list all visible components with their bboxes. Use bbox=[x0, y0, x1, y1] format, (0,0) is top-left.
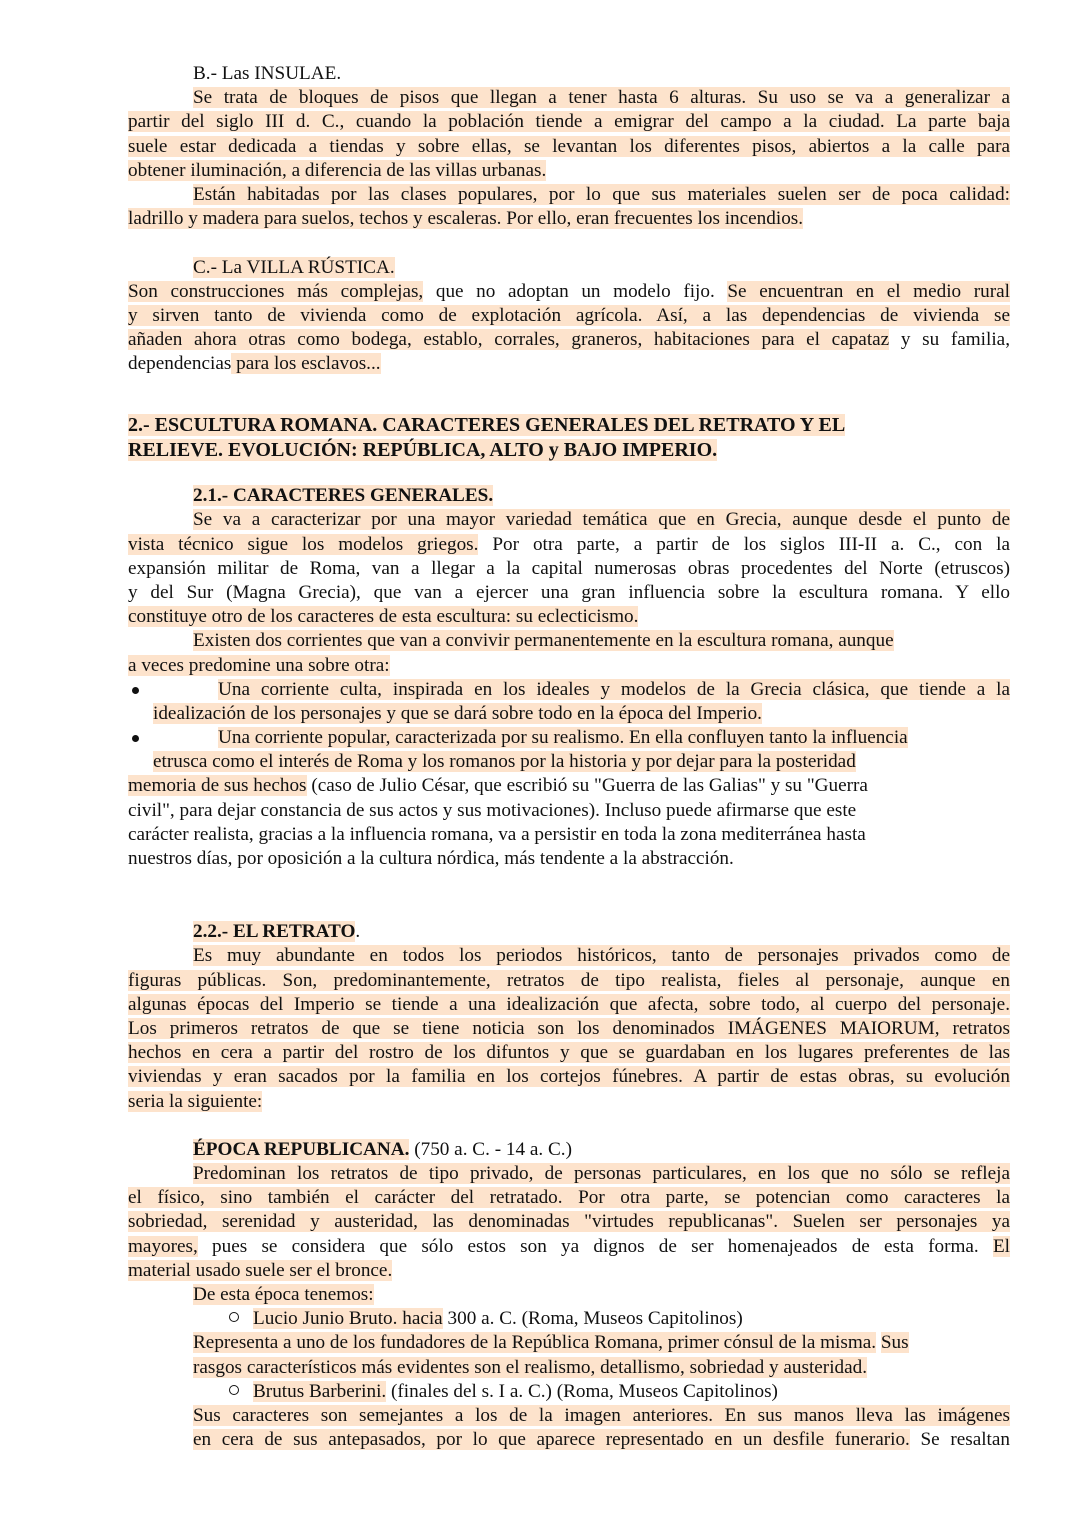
work-description-line: Sus caracteres son semejantes a los de la imagen anteriores. En sus manos lleva las imágenes bbox=[193, 1404, 1010, 1426]
bullet-item: Una corriente culta, inspirada en los ideales y modelos de la Grecia clásica, que tiende a la bbox=[128, 678, 1010, 702]
circle-bullet-icon bbox=[229, 1385, 239, 1395]
villa-paragraph-line: y sirven tanto de vivienda como de explotación agrícola. Así, a las dependencias de vivienda se bbox=[128, 304, 1010, 326]
insulae-paragraph-line: suele estar dedicada a tiendas y sobre ellas, se levantan los diferentes pisos, abiertos a la calle para bbox=[128, 135, 1010, 157]
caracteres-paragraph-line: Se va a caracterizar por una mayor variedad temática que en Grecia, aunque desde el punto de bbox=[193, 509, 1010, 531]
republicana-paragraph-line: el físico, sino también el carácter del retratado. Por otra parte, se potencian como caracteres la bbox=[128, 1187, 1010, 1209]
caracteres-paragraph-line: expansión militar de Roma, van a llegar a la capital numerosas obras procedentes del Norte (etruscos) bbox=[128, 557, 1010, 579]
work-item: Brutus Barberini. (finales del s. I a. C.) (Roma, Museos Capitolinos) bbox=[128, 1380, 1010, 1404]
circle-bullet-icon bbox=[229, 1312, 239, 1322]
bullet-item-line: carácter realista, gracias a la influencia romana, va a persistir en toda la zona mediterránea hasta bbox=[128, 823, 866, 845]
retrato-paragraph-line: viviendas y eran sacados por la familia en los cortejos fúnebres. A partir de estas obras, su evolución bbox=[128, 1066, 1010, 1088]
caracteres-paragraph-line: Existen dos corrientes que van a convivir permanentemente en la escultura romana, aunque bbox=[193, 630, 894, 652]
republicana-paragraph-line: mayores, pues se considera que sólo estos son ya dignos de ser homenajeados de esta forma. El bbox=[128, 1235, 1010, 1257]
bullet-item: Una corriente popular, caracterizada por su realismo. En ella confluyen tanto la influencia bbox=[128, 726, 1010, 750]
insulae-paragraph-line: Están habitadas por las clases populares, por lo que sus materiales suelen ser de poca calidad: bbox=[193, 183, 1010, 205]
bullet-item-line: idealización de los personajes y que se dará sobre todo en la época del Imperio. bbox=[153, 702, 762, 724]
republicana-heading: ÉPOCA REPUBLICANA. (750 a. C. - 14 a. C.) bbox=[193, 1138, 572, 1160]
work-description-line: en cera de sus antepasados, por lo que aparece representado en un desfile funerario. Se resaltan bbox=[193, 1429, 1010, 1451]
work-description-line: rasgos característicos más evidentes son el realismo, detallismo, sobriedad y austeridad. bbox=[193, 1356, 868, 1378]
retrato-paragraph-line: hechos en cera a partir del rostro de los difuntos y que se guardaban en los lugares preferentes de las bbox=[128, 1042, 1010, 1064]
insulae-paragraph-line: obtener iluminación, a diferencia de las villas urbanas. bbox=[128, 159, 547, 181]
republicana-paragraph-line: material usado suele ser el bronce. bbox=[128, 1259, 393, 1281]
villa-paragraph-line: Son construcciones más complejas, que no adoptan un modelo fijo. Se encuentran en el medio rural bbox=[128, 280, 1010, 302]
retrato-paragraph-line: figuras públicas. Son, predominantemente, retratos de tipo realista, fieles al personaje, aunque en bbox=[128, 969, 1010, 991]
retrato-paragraph-line: Es muy abundante en todos los periodos históricos, tanto de personajes privados como de bbox=[193, 945, 1010, 967]
caracteres-paragraph-line: y del Sur (Magna Grecia), que van a ejercer una gran influencia sobre la escultura romana. Y ello bbox=[128, 581, 1010, 603]
insulae-paragraph-line: partir del siglo III d. C., cuando la población tiende a emigrar del campo a la ciudad. La parte baja bbox=[128, 111, 1010, 133]
caracteres-heading: 2.1.- CARACTERES GENERALES. bbox=[193, 485, 494, 507]
section-title: 2.- ESCULTURA ROMANA. CARACTERES GENERALES DEL RETRATO Y EL bbox=[128, 414, 846, 437]
caracteres-paragraph-line: constituye otro de los caracteres de esta escultura: su eclecticismo. bbox=[128, 606, 639, 628]
republicana-paragraph-line: Predominan los retratos de tipo privado, de personas particulares, en los que no sólo se refleja bbox=[193, 1163, 1010, 1185]
republicana-paragraph-line: De esta época tenemos: bbox=[193, 1284, 374, 1306]
work-description-line: Representa a uno de los fundadores de la República Romana, primer cónsul de la misma. Sus bbox=[193, 1332, 909, 1354]
retrato-paragraph-line: algunas épocas del Imperio se tiende a una idealización que afecta, sobre todo, al cuerpo del personaje. bbox=[128, 993, 1010, 1015]
villa-paragraph-line: dependencias para los esclavos... bbox=[128, 353, 381, 375]
insulae-paragraph-line: ladrillo y madera para suelos, techos y escaleras. Por ello, eran frecuentes los incendios. bbox=[128, 208, 804, 230]
villa-paragraph-line: añaden ahora otras como bodega, establo, corrales, graneros, habitaciones para el capataz y su familia, bbox=[128, 329, 1010, 351]
insulae-heading: B.- Las INSULAE. bbox=[193, 63, 342, 84]
villa-heading: C.- La VILLA RÚSTICA. bbox=[193, 256, 395, 278]
insulae-paragraph-line: Se trata de bloques de pisos que llegan a tener hasta 6 alturas. Su uso se va a generalizar a bbox=[193, 87, 1010, 109]
bullet-item-line: civil", para dejar constancia de sus actos y sus motivaciones). Incluso puede afirmarse que este bbox=[128, 799, 857, 821]
section-title: RELIEVE. EVOLUCIÓN: REPÚBLICA, ALTO y BAJO IMPERIO. bbox=[128, 438, 718, 461]
document-page bbox=[128, 62, 1010, 1452]
retrato-heading: 2.2.- EL RETRATO. bbox=[193, 921, 361, 943]
caracteres-paragraph-line: a veces predomine una sobre otra: bbox=[128, 654, 390, 676]
work-item: Lucio Junio Bruto. hacia 300 a. C. (Roma, Museos Capitolinos) bbox=[128, 1307, 1010, 1331]
republicana-paragraph-line: sobriedad, serenidad y austeridad, las denominadas "virtudes republicanas". Suelen ser personajes ya bbox=[128, 1211, 1010, 1233]
retrato-paragraph-line: Los primeros retratos de que se tiene noticia son los denominados IMÁGENES MAIORUM, retratos bbox=[128, 1017, 1010, 1039]
bullet-item-line: etrusca como el interés de Roma y los romanos por la historia y por dejar para la posteridad bbox=[153, 751, 856, 773]
bullet-item-line: nuestros días, por oposición a la cultura nórdica, más tendente a la abstracción. bbox=[128, 848, 734, 870]
caracteres-paragraph-line: vista técnico sigue los modelos griegos. Por otra parte, a partir de los siglos III-II a. C., con la bbox=[128, 533, 1011, 555]
bullet-item-line: memoria de sus hechos (caso de Julio César, que escribió su "Guerra de las Galias" y su "Guerra bbox=[128, 775, 868, 797]
bullet-icon bbox=[132, 735, 139, 742]
retrato-paragraph-line: seria la siguiente: bbox=[128, 1090, 263, 1112]
bullet-icon bbox=[132, 687, 139, 694]
